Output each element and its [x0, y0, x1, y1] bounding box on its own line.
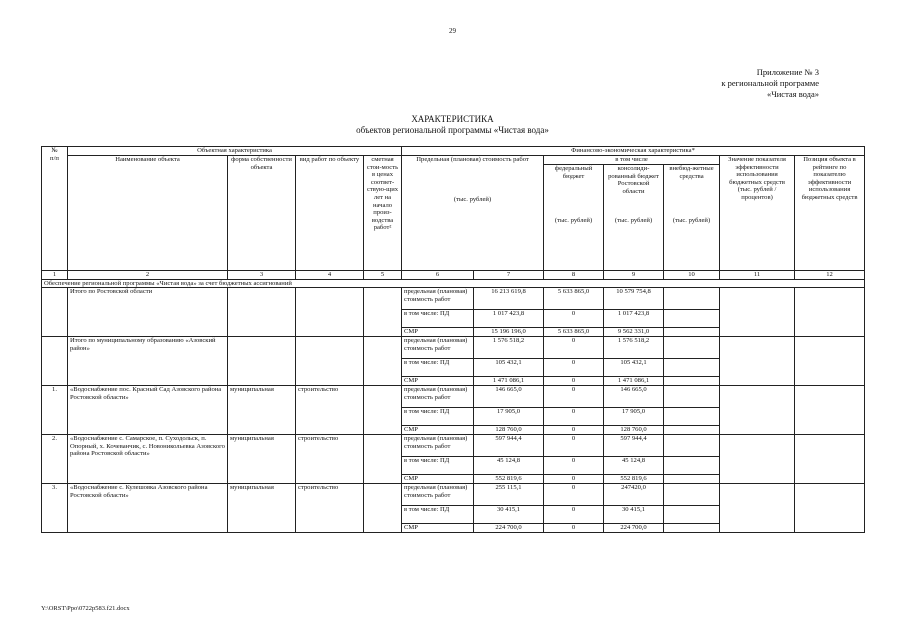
extra-budget [664, 386, 720, 408]
document-title [0, 114, 905, 136]
consolidated-budget: 224 700,0 [604, 524, 664, 533]
header-unit: (тыс. рублей) [672, 217, 711, 224]
total-cost: 128 760,0 [474, 426, 544, 435]
header-row [42, 147, 865, 156]
object-ownership: муниципальная [228, 386, 296, 435]
header-unit: (тыс. рублей) [554, 217, 593, 224]
consolidated-budget: 552 819,6 [604, 475, 664, 484]
consolidated-budget: 1 471 086,1 [604, 377, 664, 386]
object-name: Итого по муниципальному образованию «Азовский район» [68, 337, 228, 386]
rating-position [795, 435, 865, 484]
header-consolidated-label: консолиди-рованный бюджет Ростовской области [608, 165, 659, 195]
consolidated-budget: 10 579 754,8 [604, 288, 664, 310]
header-no [42, 147, 68, 271]
object-estimate [364, 484, 402, 533]
consolidated-budget: 30 415,1 [604, 506, 664, 524]
object-row [42, 337, 865, 359]
object-work-type [296, 337, 364, 386]
column-number: 11 [720, 271, 795, 280]
total-cost: 15 196 196,0 [474, 328, 544, 337]
object-work-type: строительство [296, 484, 364, 533]
file-path-footer: Y:\ORST\Ppo\0722p583.f21.docx [41, 605, 130, 612]
cost-type-label: предельная (плановая) стоимость работ [402, 288, 474, 310]
extra-budget [664, 337, 720, 359]
object-number: 3. [42, 484, 68, 533]
consolidated-budget: 1 017 423,8 [604, 310, 664, 328]
rating-position [795, 484, 865, 533]
cost-type-label: СМР [402, 328, 474, 337]
federal-budget: 0 [544, 408, 604, 426]
header-including: в том числе [544, 156, 720, 165]
header-unit: (тыс. рублей) [614, 217, 653, 224]
extra-budget [664, 426, 720, 435]
object-ownership: муниципальная [228, 435, 296, 484]
federal-budget: 0 [544, 457, 604, 475]
appendix-block [721, 67, 819, 100]
header-estimate-cost: сметная стои-мость в ценах соответ-ствую-щих лет на начало произ-водства работ² [364, 156, 402, 271]
federal-budget: 0 [544, 337, 604, 359]
appendix-line: Приложение № 3 [756, 67, 819, 77]
extra-budget [664, 506, 720, 524]
object-ownership: муниципальная [228, 484, 296, 533]
total-cost: 105 432,1 [474, 359, 544, 377]
rating-position [795, 386, 865, 435]
object-work-type: строительство [296, 435, 364, 484]
section-row [42, 279, 865, 288]
object-name: «Водоснабжение с. Самарское, п. Суходольск, п. Опорный, х. Кочеванчик, с. Новоникольевка Азовского района Ростовской области» [68, 435, 228, 484]
object-name: «Водоснабжение с. Кулешовка Азовского района Ростовской области» [68, 484, 228, 533]
cost-type-label: СМР [402, 377, 474, 386]
object-row [42, 435, 865, 457]
title-sub: объектов региональной программы «Чистая вода» [356, 125, 549, 135]
appendix-line: «Чистая вода» [766, 89, 819, 99]
consolidated-budget: 105 432,1 [604, 359, 664, 377]
object-estimate [364, 386, 402, 435]
cost-type-label: предельная (плановая) стоимость работ [402, 484, 474, 506]
object-work-type [296, 288, 364, 337]
federal-budget: 5 633 865,0 [544, 328, 604, 337]
cost-type-label: в том числе: ПД [402, 359, 474, 377]
object-estimate [364, 435, 402, 484]
efficiency-value [720, 484, 795, 533]
cost-type-label: предельная (плановая) стоимость работ [402, 435, 474, 457]
header-extra-label: внебюд-жетные средства [669, 165, 714, 180]
object-estimate [364, 337, 402, 386]
efficiency-value [720, 337, 795, 386]
cost-type-label: предельная (плановая) стоимость работ [402, 337, 474, 359]
total-cost: 224 700,0 [474, 524, 544, 533]
extra-budget [664, 457, 720, 475]
column-number: 9 [604, 271, 664, 280]
consolidated-budget: 17 905,0 [604, 408, 664, 426]
object-row [42, 484, 865, 506]
federal-budget: 0 [544, 524, 604, 533]
column-number: 7 [474, 271, 544, 280]
extra-budget [664, 484, 720, 506]
object-number: 1. [42, 386, 68, 435]
column-number: 6 [402, 271, 474, 280]
object-number [42, 337, 68, 386]
header-federal [544, 165, 604, 271]
consolidated-budget: 45 124,8 [604, 457, 664, 475]
header-object-characteristic: Объектная характеристика [68, 147, 402, 156]
header-consolidated [604, 165, 664, 271]
extra-budget [664, 435, 720, 457]
header-object-name: Наименование объекта [68, 156, 228, 271]
consolidated-budget: 128 760,0 [604, 426, 664, 435]
cost-type-label: СМР [402, 475, 474, 484]
appendix-line: к региональной программе [721, 78, 819, 88]
federal-budget: 0 [544, 310, 604, 328]
federal-budget: 0 [544, 386, 604, 408]
extra-budget [664, 524, 720, 533]
object-row [42, 288, 865, 310]
efficiency-value [720, 435, 795, 484]
total-cost: 146 665,0 [474, 386, 544, 408]
column-number: 3 [228, 271, 296, 280]
rating-position [795, 337, 865, 386]
header-unit: (тыс. рублей) [453, 195, 492, 203]
total-cost: 597 944,4 [474, 435, 544, 457]
object-name: «Водоснабжение пос. Красный Сад Азовского района Ростовской области» [68, 386, 228, 435]
object-name: Итого по Ростовской области [68, 288, 228, 337]
federal-budget: 0 [544, 426, 604, 435]
header-limit-cost-label: Предельная (плановая) стоимость работ [416, 156, 529, 163]
cost-type-label: СМР [402, 426, 474, 435]
section-title: Обеспечение региональной программы «Чистая вода» за счет бюджетных ассигнований [42, 279, 865, 288]
total-cost: 45 124,8 [474, 457, 544, 475]
consolidated-budget: 597 944,4 [604, 435, 664, 457]
header-row [42, 156, 865, 165]
object-ownership [228, 288, 296, 337]
federal-budget: 0 [544, 377, 604, 386]
extra-budget [664, 359, 720, 377]
header-extra-budget [664, 165, 720, 271]
page-number: 29 [449, 27, 456, 35]
title-main: ХАРАКТЕРИСТИКА [411, 114, 494, 124]
object-number [42, 288, 68, 337]
header-rating-position: Позиция объекта в рейтинге по показателю эффективности использования бюджетных средств [795, 156, 865, 271]
consolidated-budget: 247420,0 [604, 484, 664, 506]
cost-type-label: предельная (плановая) стоимость работ [402, 386, 474, 408]
object-estimate [364, 288, 402, 337]
column-number: 1 [42, 271, 68, 280]
extra-budget [664, 377, 720, 386]
header-efficiency-value [720, 156, 795, 271]
rating-position [795, 288, 865, 337]
header-federal-label: федеральный бюджет [554, 165, 593, 180]
header-financial-characteristic: Финансово-экономическая характеристика* [402, 147, 865, 156]
efficiency-value [720, 288, 795, 337]
cost-type-label: в том числе: ПД [402, 457, 474, 475]
federal-budget: 0 [544, 506, 604, 524]
extra-budget [664, 288, 720, 310]
consolidated-budget: 1 576 518,2 [604, 337, 664, 359]
column-number: 4 [296, 271, 364, 280]
column-number: 2 [68, 271, 228, 280]
cost-type-label: в том числе: ПД [402, 310, 474, 328]
header-limit-cost [402, 156, 544, 271]
header-pp: п/п [50, 154, 59, 162]
federal-budget: 0 [544, 475, 604, 484]
total-cost: 16 213 619,8 [474, 288, 544, 310]
total-cost: 1 017 423,8 [474, 310, 544, 328]
cost-type-label: в том числе: ПД [402, 506, 474, 524]
column-number: 10 [664, 271, 720, 280]
column-number: 12 [795, 271, 865, 280]
object-row [42, 386, 865, 408]
cost-type-label: СМР [402, 524, 474, 533]
extra-budget [664, 328, 720, 337]
federal-budget: 0 [544, 435, 604, 457]
consolidated-budget: 146 665,0 [604, 386, 664, 408]
extra-budget [664, 310, 720, 328]
federal-budget: 0 [544, 484, 604, 506]
header-work-type: вид работ по объекту [296, 156, 364, 271]
efficiency-value [720, 386, 795, 435]
extra-budget [664, 408, 720, 426]
cost-type-label: в том числе: ПД [402, 408, 474, 426]
header-no-sign: № [51, 147, 58, 154]
column-number: 8 [544, 271, 604, 280]
column-number: 5 [364, 271, 402, 280]
header-efficiency-unit: (тыс. рублей / процентов) [737, 186, 777, 201]
extra-budget [664, 475, 720, 484]
header-efficiency-label: Значение показателя эффективности использования бюджетных средств [728, 156, 786, 186]
total-cost: 17 905,0 [474, 408, 544, 426]
object-ownership [228, 337, 296, 386]
characteristics-table [41, 146, 865, 533]
total-cost: 552 819,6 [474, 475, 544, 484]
consolidated-budget: 9 562 331,0 [604, 328, 664, 337]
total-cost: 255 115,1 [474, 484, 544, 506]
header-ownership: форма собственности объекта [228, 156, 296, 271]
total-cost: 1 471 086,1 [474, 377, 544, 386]
total-cost: 30 415,1 [474, 506, 544, 524]
column-number-row [42, 271, 865, 280]
object-number: 2. [42, 435, 68, 484]
object-work-type: строительство [296, 386, 364, 435]
federal-budget: 5 633 865,0 [544, 288, 604, 310]
federal-budget: 0 [544, 359, 604, 377]
total-cost: 1 576 518,2 [474, 337, 544, 359]
